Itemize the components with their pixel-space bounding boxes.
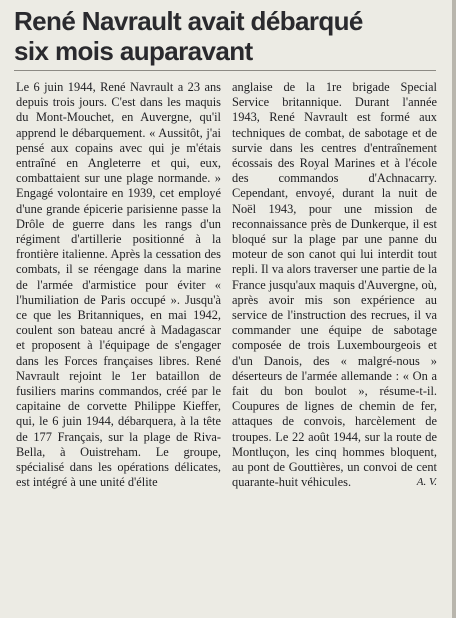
headline-line-1: René Navrault avait débarqué: [14, 6, 363, 36]
left-column-text: Le 6 juin 1944, René Navrault a 23 ans depuis trois jours. C'est dans les maquis du Mont-Mouchet, en Auvergne, qu'il apprend le débarquement. « Aussitôt, j'ai pensé aux copains avec qui je m'étais entraîné en Angleterre et qui, eux, combattaient sur une plage normande. » Engagé volontaire en 1939, cet employé d'une grande épicerie parisienne passe la Drôle de guerre dans les rangs d'un régiment d'artillerie positionné à la frontière italienne. Après la cessation des combats, il se réengage dans la marine de l'armée d'armistice pour éviter « l'humiliation de Paris occupé ». Jusqu'à ce que les Britanniques, en mai 1942, coulent son bateau ancré à Madagascar et proposent à l'équipage de s'engager dans les Forces françaises libres. René Navrault rejoint le 1er bataillon de fusiliers marins commandos, créé par le capitaine de corvette Philippe Kieffer, qui, le 6 juin 1944, débarquera, à la tête de 177 Français, sur la plage de Riva-Bella, à Ouistreham. Le groupe, spécialisé dans les opérations délicates, est intégré à une unité d'élite: [16, 80, 221, 490]
article-headline: [14, 6, 444, 66]
article-column-right: [232, 80, 437, 491]
author-signature: A. V.: [416, 476, 437, 489]
right-column-text: anglaise de la 1re brigade Special Service britannique. Durant l'année 1943, René Navrault est formé aux techniques de combat, de sabotage et de survie dans les centres d'entraînement écossais des Royal Marines et à l'école des commandos d'Achnacarry. Cependant, envoyé, durant la nuit de Noël 1943, pour une mission de reconnaissance près de Dunkerque, il est bloqué sur la plage par une panne du moteur de son canot qui lui interdit tout repli. Il va alors traverser une partie de la France jusqu'aux maquis d'Auvergne, où, après avoir mis son expérience au service de l'instruction des recrues, il va commander une équipe de sabotage composée de trois Luxembourgeois et d'un Danois, des « malgré-nous » déserteurs de l'armée allemande : « On a fait du bon boulot », résume-t-il. Coupures de lignes de chemin de fer, attaques de convois, harcèlement de troupes. Le 22 août 1944, sur la route de Montluçon, les cinq hommes bloquent, au pont de Gouttières, un convoi de cent quarante-huit véhicules.: [232, 80, 437, 490]
article-column-left: [16, 80, 221, 490]
headline-divider: [14, 70, 436, 71]
headline-line-2: six mois auparavant: [14, 36, 253, 66]
